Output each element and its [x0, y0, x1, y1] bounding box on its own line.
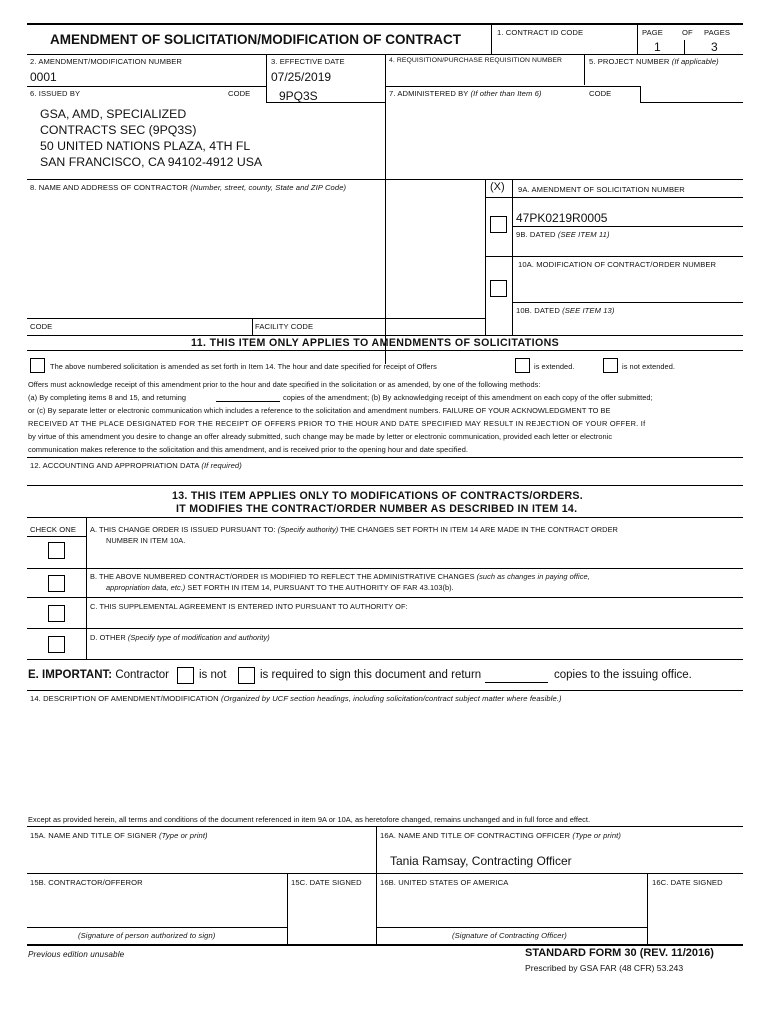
administered-by-label: 7. ADMINISTERED BY (If other than Item 6): [389, 89, 542, 98]
is-required-label: is required to sign this document and return: [260, 669, 482, 681]
admin-code-label: CODE: [589, 89, 612, 98]
officer-name-label: 16A. NAME AND TITLE OF CONTRACTING OFFICER (Type or print): [380, 831, 621, 840]
divider: [684, 40, 685, 54]
signature-line-contractor: [27, 927, 287, 928]
item13-heading-1: 13. THIS ITEM APPLIES ONLY TO MODIFICATIONS OF CONTRACTS/ORDERS.: [172, 490, 584, 502]
previous-edition-note: Previous edition unusable: [28, 950, 125, 959]
divider: [637, 23, 638, 54]
solicitation-number-value: 47PK0219R0005: [516, 211, 608, 225]
issuer-line: 50 UNITED NATIONS PLAZA, 4TH FL: [40, 139, 251, 153]
important-line: E. IMPORTANT: Contractor: [28, 669, 170, 681]
issued-code-label: CODE: [228, 89, 251, 98]
row-line: [512, 302, 743, 303]
modification-contract-label: 10A. MODIFICATION OF CONTRACT/ORDER NUMBER: [518, 260, 717, 269]
copies-blank: [485, 682, 548, 683]
of-label: OF: [682, 28, 693, 37]
contractor-offeror-label: 15B. CONTRACTOR/OFFEROR: [30, 878, 143, 887]
date-signed-15c-label: 15C. DATE SIGNED: [291, 878, 362, 887]
item11-para: Offers must acknowledge receipt of this amendment prior to the hour and date specified in the solicitation or as amended, by one of the following methods:: [28, 380, 541, 389]
form-number: STANDARD FORM 30 (REV. 11/2016): [525, 947, 714, 959]
row-line: [27, 457, 743, 458]
dated-9b-label: 9B. DATED (SEE ITEM 11): [516, 230, 610, 239]
checkbox-is-not[interactable]: [177, 667, 194, 684]
dated-10b-label: 10B. DATED (SEE ITEM 13): [516, 306, 615, 315]
row-line: [27, 690, 743, 691]
checkbox-13c[interactable]: [48, 605, 65, 622]
row-line: [27, 597, 743, 598]
checkbox-9a[interactable]: [490, 216, 507, 233]
issuer-line: GSA, AMD, SPECIALIZED: [40, 107, 187, 121]
row-line: [27, 485, 743, 486]
divider: [584, 54, 585, 85]
divider: [485, 179, 486, 335]
accounting-label: 12. ACCOUNTING AND APPROPRIATION DATA (If required): [30, 461, 242, 470]
amendment-solicitation-label: 9A. AMENDMENT OF SOLICITATION NUMBER: [518, 185, 685, 194]
item13-b-text: B. THE ABOVE NUMBERED CONTRACT/ORDER IS MODIFIED TO REFLECT THE ADMINISTRATIVE CHANGES (such as changes in paying office,: [90, 572, 590, 581]
checkbox-extended[interactable]: [515, 358, 530, 373]
divider: [647, 873, 648, 945]
row-line: [27, 86, 743, 87]
row-line: [27, 826, 743, 827]
item11-para: RECEIVED AT THE PLACE DESIGNATED FOR THE RECEIPT OF OFFERS PRIOR TO THE HOUR AND DATE SPECIFIED MAY RESULT IN REJECTION OF YOUR OFFER. If: [28, 419, 646, 428]
top-border: [27, 23, 743, 25]
checkbox-13d[interactable]: [48, 636, 65, 653]
row-line: [27, 568, 743, 569]
row-line: [27, 350, 743, 351]
item11-heading: 11. THIS ITEM ONLY APPLIES TO AMENDMENTS OF SOLICITATIONS: [191, 337, 560, 349]
amendment-number-value: 0001: [30, 70, 57, 84]
row-line: [27, 335, 743, 336]
row-line: [485, 197, 743, 198]
extended-label: is extended.: [534, 362, 575, 371]
copies-label: copies to the issuing office.: [554, 669, 692, 681]
item13-d-text: D. OTHER (Specify type of modification and authority): [90, 633, 270, 642]
contract-id-label: 1. CONTRACT ID CODE: [497, 28, 584, 37]
signer-name-label: 15A. NAME AND TITLE OF SIGNER (Type or print): [30, 831, 208, 840]
row-line: [27, 179, 743, 180]
issuer-line: SAN FRANCISCO, CA 94102-4912 USA: [40, 155, 263, 169]
item13-a-text-2: NUMBER IN ITEM 10A.: [106, 536, 186, 545]
row-line: [27, 318, 485, 319]
pages-label: PAGES: [704, 28, 731, 37]
page-value: 1: [654, 40, 661, 54]
check-one-label: CHECK ONE: [30, 525, 77, 534]
item11-para: (a) By completing items 8 and 15, and returning: [28, 393, 187, 402]
item13-a-text: A. THIS CHANGE ORDER IS ISSUED PURSUANT TO: (Specify authority) THE CHANGES SET FORTH IN ITEM 14 ARE MADE IN THE CONTRACT ORDER: [90, 525, 618, 534]
row-line: [27, 628, 743, 629]
divider: [287, 873, 288, 945]
except-text: Except as provided herein, all terms and conditions of the document referenced in item 9A or 10A, as heretofore changed, remains unchanged and in full force and effect.: [28, 815, 591, 824]
x-mark-header: (X): [490, 181, 505, 193]
row-line: [27, 659, 743, 660]
effective-date-label: 3. EFFECTIVE DATE: [271, 57, 345, 66]
item13-b-text-2: appropriation data, etc.) SET FORTH IN ITEM 14, PURSUANT TO THE AUTHORITY OF FAR 43.103(b).: [106, 583, 454, 592]
item11-para: or (c) By separate letter or electronic communication which includes a reference to the solicitation and amendment numbers. FAILURE OF YOUR ACKNOWLEDGMENT TO BE: [28, 406, 611, 415]
signature-person-caption: (Signature of person authorized to sign): [78, 931, 216, 940]
row-line: [512, 226, 743, 227]
effective-date-value: 07/25/2019: [271, 70, 332, 84]
signature-line-officer: [376, 927, 647, 928]
date-signed-16c-label: 16C. DATE SIGNED: [652, 878, 723, 887]
project-number-label: 5. PROJECT NUMBER (If applicable): [589, 57, 719, 66]
prescribed-by: Prescribed by GSA FAR (48 CFR) 53.243: [525, 963, 684, 973]
item13-c-text: C. THIS SUPPLEMENTAL AGREEMENT IS ENTERED INTO PURSUANT TO AUTHORITY OF:: [90, 602, 408, 611]
copies-underline: [216, 401, 280, 402]
divider: [86, 517, 87, 659]
signature-officer-caption: (Signature of Contracting Officer): [452, 931, 567, 940]
checkbox-13a[interactable]: [48, 542, 65, 559]
contractor-code-label: CODE: [30, 322, 53, 331]
item11-line1: The above numbered solicitation is amended as set forth in Item 14. The hour and date specified for receipt of Offers: [50, 362, 437, 371]
checkbox-not-extended[interactable]: [603, 358, 618, 373]
amendment-number-label: 2. AMENDMENT/MODIFICATION NUMBER: [30, 57, 182, 66]
contractor-name-label: 8. NAME AND ADDRESS OF CONTRACTOR (Number, street, county, State and ZIP Code): [30, 183, 347, 192]
issuer-line: CONTRACTS SEC (9PQ3S): [40, 123, 197, 137]
divider: [512, 179, 513, 335]
usa-label: 16B. UNITED STATES OF AMERICA: [380, 878, 509, 887]
item14-label: 14. DESCRIPTION OF AMENDMENT/MODIFICATION (Organized by UCF section headings, including solicitation/contract subject matter where feasible.): [30, 694, 562, 703]
page-label: PAGE: [642, 28, 663, 37]
checkbox-item11[interactable]: [30, 358, 45, 373]
row-line: [27, 536, 86, 537]
admin-code-field: [640, 86, 743, 103]
officer-name-value: Tania Ramsay, Contracting Officer: [390, 854, 572, 868]
issuer-address: [40, 106, 262, 170]
divider: [252, 318, 253, 335]
row-line: [27, 873, 743, 874]
checkbox-is-required[interactable]: [238, 667, 255, 684]
divider: [491, 23, 492, 54]
facility-code-label: FACILITY CODE: [255, 322, 314, 331]
item11-para: by virtue of this amendment you desire to change an offer already submitted, such change may be made by letter or electronic communication, provided each letter or electronic: [28, 432, 613, 441]
checkbox-13b[interactable]: [48, 575, 65, 592]
bottom-border: [27, 944, 743, 946]
row-line: [27, 517, 743, 518]
checkbox-10a[interactable]: [490, 280, 507, 297]
is-not-label: is not: [199, 669, 227, 681]
form-title: AMENDMENT OF SOLICITATION/MODIFICATION OF CONTRACT: [50, 32, 461, 47]
item11-para: copies of the amendment; (b) By acknowledging receipt of this amendment on each copy of the offer submitted;: [283, 393, 653, 402]
item13-heading-2: IT MODIFIES THE CONTRACT/ORDER NUMBER AS DESCRIBED IN ITEM 14.: [176, 503, 578, 515]
row-line: [485, 256, 743, 257]
issued-code-value: 9PQ3S: [279, 89, 318, 103]
requisition-label: 4. REQUISITION/PURCHASE REQUISITION NUMBER: [389, 57, 563, 64]
not-extended-label: is not extended.: [622, 362, 675, 371]
item11-para: communication makes reference to the solicitation and this amendment, and is received prior to the opening hour and date specified.: [28, 445, 468, 454]
issued-by-label: 6. ISSUED BY: [30, 89, 81, 98]
pages-value: 3: [711, 40, 718, 54]
